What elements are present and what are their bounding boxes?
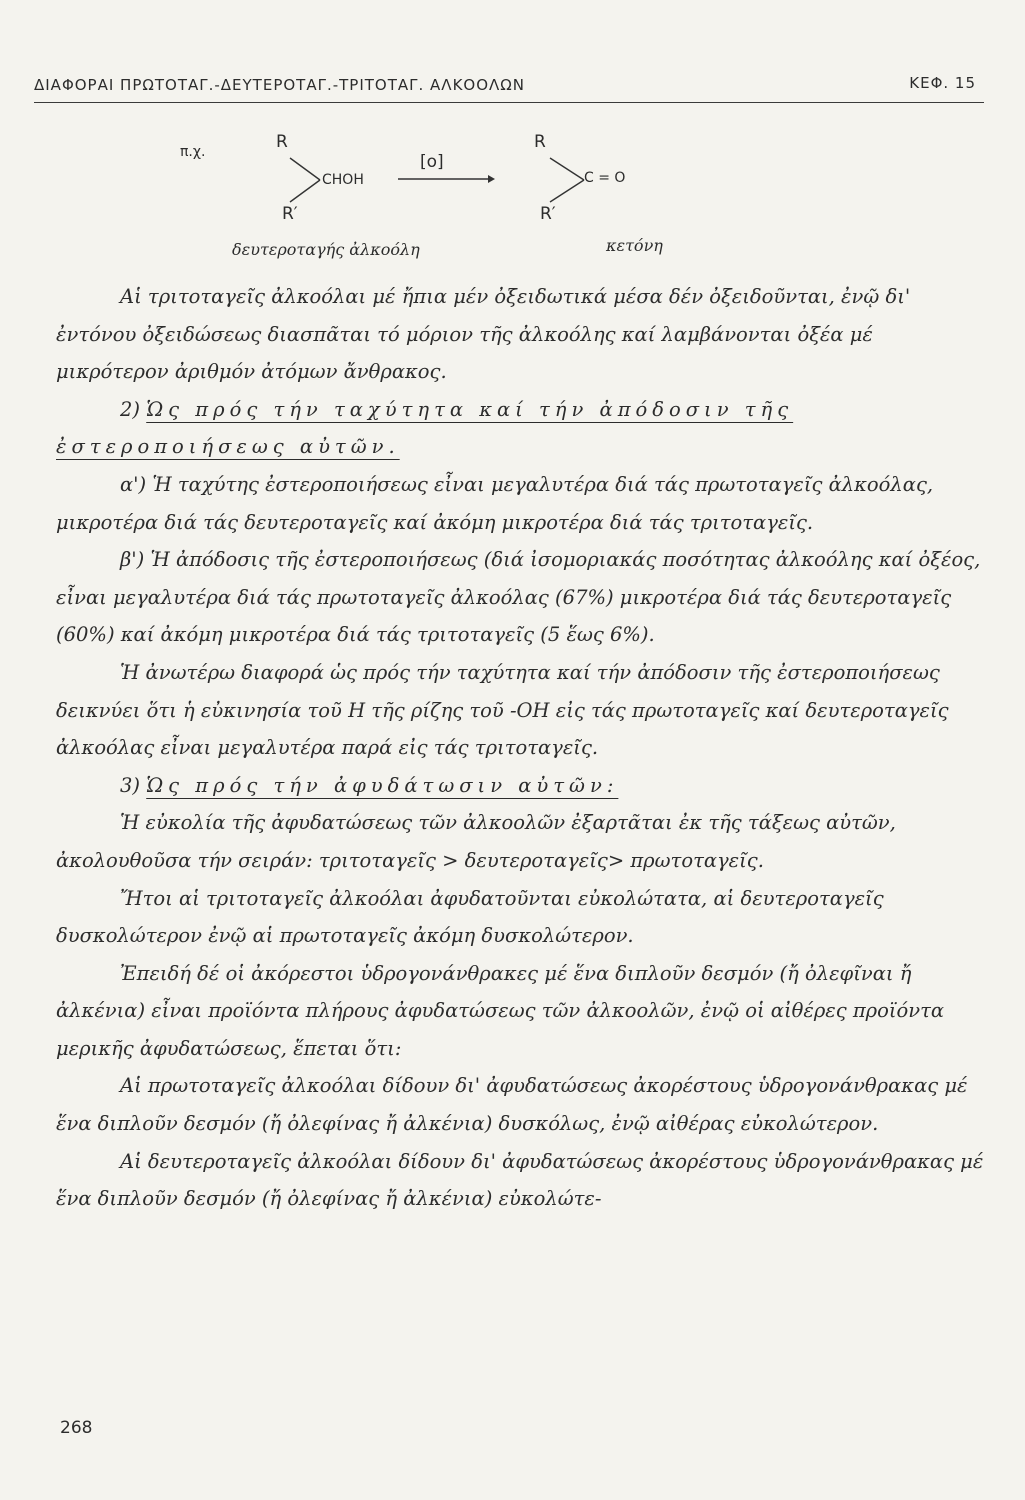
example-prefix: π.χ.	[180, 144, 206, 160]
section-3-title: Ὡς πρός τήν ἀφυδάτωσιν αὐτῶν:	[146, 773, 619, 797]
reactant-r: R	[276, 132, 288, 152]
section-2-heading	[56, 391, 991, 466]
section-2-title: Ὡς πρός τήν ταχύτητα καί τήν ἀπόδοσιν τῆς ἐστεροποιήσεως αὐτῶν.	[56, 397, 794, 459]
product-group: C = O	[584, 170, 626, 186]
reagent-label: [o]	[420, 152, 444, 172]
paragraph-esterification-rate: α') Ἡ ταχύτης ἐστεροποιήσεως εἶναι μεγαλυτέρα διά τάς πρωτοταγεῖς ἀλκοόλας, μικροτέρα διά τάς δευτεροταγεῖς καί ἀκόμη μικροτέρα διά τάς τριτοταγεῖς.	[56, 472, 934, 534]
section-3-number: 3)	[120, 773, 147, 797]
chapter-label: ΚΕΦ. 15	[909, 74, 976, 92]
reactant-caption: δευτεροταγής ἀλκοόλη	[232, 240, 420, 259]
reaction-arrow	[396, 172, 496, 186]
reaction-scheme	[0, 120, 1025, 270]
reactant-group: CHOH	[322, 172, 364, 188]
paragraph-tertiary-oxidation: Αἱ τριτοταγεῖς ἀλκοόλαι μέ ἤπια μέν ὀξειδωτικά μέσα δέν ὀξειδοῦνται, ἐνῷ δι' ἐντόνου ὀξειδώσεως διασπᾶται τό μόριον τῆς ἀλκοόλης καί λαμβάνονται ὀξέα μέ μικρότερον ἀριθμόν ἀτόμων ἄνθρακος.	[56, 285, 911, 384]
reactant-r-prime: R′	[282, 204, 298, 224]
paragraph-esterification-yield: β') Ἡ ἀπόδοσις τῆς ἐστεροποιήσεως (διά ἰσομοριακάς ποσότητας ἀλκοόλης καί ὀξέος, εἶναι μεγαλυτέρα διά τάς πρωτοταγεῖς ἀλκοόλας (67%) μικροτέρα διά τάς δευτεροταγεῖς (60%) καί ἀκόμη μικροτέρα διά τάς τριτοταγεῖς (5 ἕως 6%).	[56, 548, 981, 647]
body-text	[56, 278, 991, 1218]
section-2-number: 2)	[120, 397, 147, 421]
paragraph-dehydration-order: Ἡ εὐκολία τῆς ἀφυδατώσεως τῶν ἀλκοολῶν ἐξαρτᾶται ἐκ τῆς τάξεως αὐτῶν, ἀκολουθοῦσα τήν σειράν: τριτοταγεῖς > δευτεροταγεῖς> πρωτοταγεῖς.	[56, 811, 896, 872]
paragraph-primary-dehydration: Αἱ πρωτοταγεῖς ἀλκοόλαι δίδουν δι' ἀφυδατώσεως ἀκορέστους ὑδρογονάνθρακας μέ ἕνα διπλοῦν δεσμόν (ἤ ὀλεφίνας ἤ ἀλκένια) δυσκόλως, ἐνῷ αἰθέρας εὐκολώτερον.	[56, 1074, 968, 1136]
running-header	[34, 72, 984, 103]
header-title: ΔΙΑΦΟΡΑΙ ΠΡΩΤΟΤΑΓ.-ΔΕΥΤΕΡΟΤΑΓ.-ΤΡΙΤΟΤΑΓ. ΑΛΚΟΟΛΩΝ	[34, 76, 525, 94]
paragraph-dehydration-ease: Ἤτοι αἱ τριτοταγεῖς ἀλκοόλαι ἀφυδατοῦνται εὐκολώτατα, αἱ δευτεροταγεῖς δυσκολώτερον ἐνῷ αἱ πρωτοταγεῖς ἀκόμη δυσκολώτερον.	[56, 886, 884, 948]
product-r-prime: R′	[540, 204, 556, 224]
product-caption: κετόνη	[606, 236, 663, 255]
paragraph-secondary-dehydration: Αἱ δευτεροταγεῖς ἀλκοόλαι δίδουν δι' ἀφυδατώσεως ἀκορέστους ὑδρογονάνθρακας μέ ἕνα διπλοῦν δεσμόν (ἤ ὀλεφίνας ἤ ἀλκένια) εὐκολώτε-	[56, 1149, 984, 1211]
section-3-heading	[56, 767, 991, 805]
paragraph-dehydration-products: Ἐπειδή δέ οἱ ἀκόρεστοι ὑδρογονάνθρακες μέ ἕνα διπλοῦν δεσμόν (ἤ ὀλεφῖναι ἤ ἀλκένια) εἶναι προϊόντα πλήρους ἀφυδατώσεως τῶν ἀλκοολῶν, ἐνῷ οἱ αἰθέρες προϊόντα μερικῆς ἀφυδατώσεως, ἕπεται ὅτι:	[56, 961, 945, 1060]
paragraph-esterification-conclusion: Ἡ ἀνωτέρω διαφορά ὡς πρός τήν ταχύτητα καί τήν ἀπόδοσιν τῆς ἐστεροποιήσεως δεικνύει ὅτι ἡ εὐκινησία τοῦ Η τῆς ρίζης τοῦ -ΟΗ εἰς τάς πρωτοταγεῖς καί δευτεροταγεῖς ἀλκοόλας εἶναι μεγαλυτέρα παρά εἰς τάς τριτοταγεῖς.	[56, 660, 949, 760]
page-number: 268	[60, 1418, 93, 1438]
product-r: R	[534, 132, 546, 152]
